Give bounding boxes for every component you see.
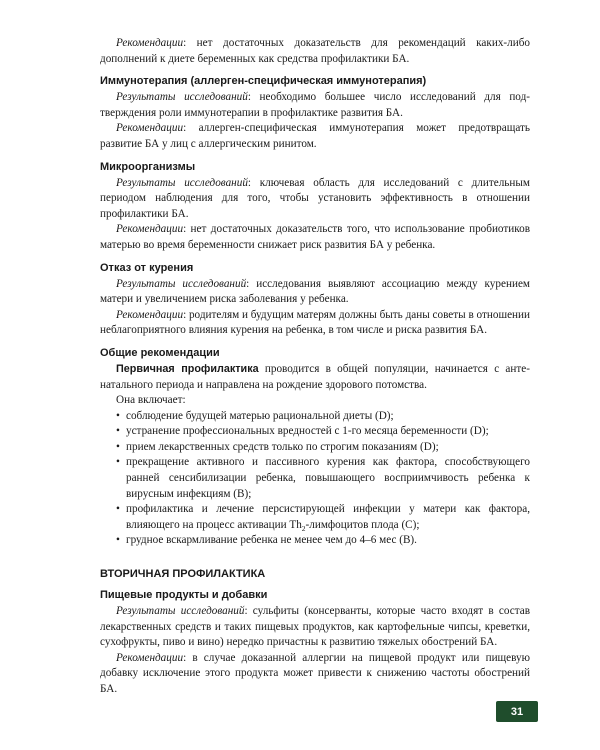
bullet-icon: • <box>116 440 120 453</box>
recommendation-label: Рекомендации <box>116 308 184 321</box>
list-item <box>116 409 530 425</box>
paragraph-smoking-results <box>100 277 530 308</box>
subscript-2: 2 <box>301 524 306 534</box>
results-label: Результаты исследований <box>116 91 248 104</box>
list-item-text: прекращение активного и пассивного курения как фактора, способствующего ранней сенсибилизации ребенка, повышающего восприимчивость ребенка к вирусным инфекциям (B); <box>126 456 530 500</box>
page-number: 31 <box>510 705 524 718</box>
heading-microorganisms: Микроорганизмы <box>100 160 196 173</box>
paragraph-food-results <box>100 604 530 651</box>
list-item <box>116 424 530 440</box>
list-item <box>116 440 530 456</box>
list-item-text: профилактика и лечение персистирующей инфекции у матери как фактора, влияющего на процесс активации Th <box>126 503 530 531</box>
results-label: Результаты исследований <box>116 277 247 290</box>
results-text: : необходимо большее число исследований для подтверждения роли иммунотерапии в профилактике развития БА. <box>100 91 530 119</box>
list-item-text: прием лекарственных средств только по строгим показаниям (D); <box>126 440 439 453</box>
bullet-icon: • <box>116 503 120 516</box>
results-label: Результаты исследований <box>116 605 245 618</box>
paragraph-diet-recommendation <box>100 36 530 67</box>
results-text: : исследования выявляют ассоциацию между курением матери и увеличением риска заболевания у ребенка. <box>100 277 530 306</box>
prevention-list <box>100 409 530 549</box>
heading-food-products: Пищевые продукты и добавки <box>100 589 268 602</box>
paragraph-primary-prevention <box>100 362 530 393</box>
page-number-tab <box>496 701 538 722</box>
paragraph-food-recommendation <box>100 651 530 698</box>
results-text: : ключевая область для исследований с длительным периодом наблюдения для того, чтобы установить эффективность в отношении профилактики БА. <box>100 176 530 220</box>
heading-secondary-prevention: ВТОРИЧНАЯ ПРОФИЛАКТИКА <box>100 568 266 581</box>
heading-general-recommendations: Общие рекомендации <box>100 346 220 359</box>
recommendation-text: : родителям и будущим матерям должны быть даны советы в отношении неблагоприятного влияния курения на ребенка, в том числе и риска развития БА. <box>100 308 531 337</box>
heading-smoking-cessation: Отказ от курения <box>100 261 194 274</box>
paragraph-micro-results <box>100 176 530 223</box>
recommendation-label: Рекомендации <box>116 37 184 49</box>
heading-immunotherapy: Иммунотерапия (аллерген-специфическая иммунотерапия) <box>100 75 427 88</box>
paragraph-immuno-recommendation <box>100 121 530 152</box>
recommendation-label: Рекомендации <box>116 651 184 664</box>
recommendation-label: Рекомендации <box>116 223 184 236</box>
bullet-icon: • <box>116 425 120 438</box>
bullet-icon: • <box>116 456 120 469</box>
recommendation-label: Рекомендации <box>116 122 184 135</box>
primary-prevention-term: Первичная профилактика <box>116 362 259 375</box>
page-content <box>100 36 530 698</box>
results-text: : сульфиты (консерванты, которые часто входят в состав лекарственных средств и таких пищевых продуктов, как картофельные чипсы, креветки, сухофрукты, пиво и вино) нередко причастны к развитию тяжелых обострений БА. <box>100 605 530 649</box>
results-label: Результаты исследований <box>116 176 248 189</box>
paragraph-micro-recommendation <box>100 222 530 253</box>
recommendation-text: : нет достаточных доказательств того, что использование пробиотиков матерью во время беременности снижает риск развития БА у ребенка. <box>100 223 530 251</box>
bullet-icon: • <box>116 534 120 547</box>
primary-prevention-text: проводится в общей популяции, начинается с антенатального периода и направлена на рождение здорового потомства. <box>100 362 530 391</box>
list-item-text-cont: -лимфоцитов плода (C); <box>305 518 420 531</box>
list-item-text: устранение профессиональных вредностей с 1-го месяца беременности (D); <box>126 425 489 438</box>
paragraph-smoking-recommendation <box>100 308 530 339</box>
list-item <box>116 455 530 502</box>
recommendation-text: : аллерген-специфическая иммунотерапия может предотвращать развитие БА у лиц с аллергическим ринитом. <box>100 122 530 150</box>
recommendation-text: : нет достаточных доказательств для рекомендаций каких-либо дополнений к диете беременных как средства профилактики БА. <box>100 37 530 65</box>
list-item-text: соблюдение будущей матерью рациональной диеты (D); <box>126 409 394 422</box>
list-item <box>116 533 530 549</box>
list-item-text: грудное вскармливание ребенка не менее чем до 4–6 мес (B). <box>126 534 417 547</box>
paragraph-immuno-results <box>100 90 530 121</box>
paragraph-includes: Она включает: <box>116 394 186 407</box>
bullet-icon: • <box>116 409 120 422</box>
recommendation-text: : в случае доказанной аллергии на пищевой продукт или пищевую добавку исключение этого продукта может привести к снижению частоты обострений БА. <box>100 651 530 695</box>
list-item <box>116 502 530 533</box>
